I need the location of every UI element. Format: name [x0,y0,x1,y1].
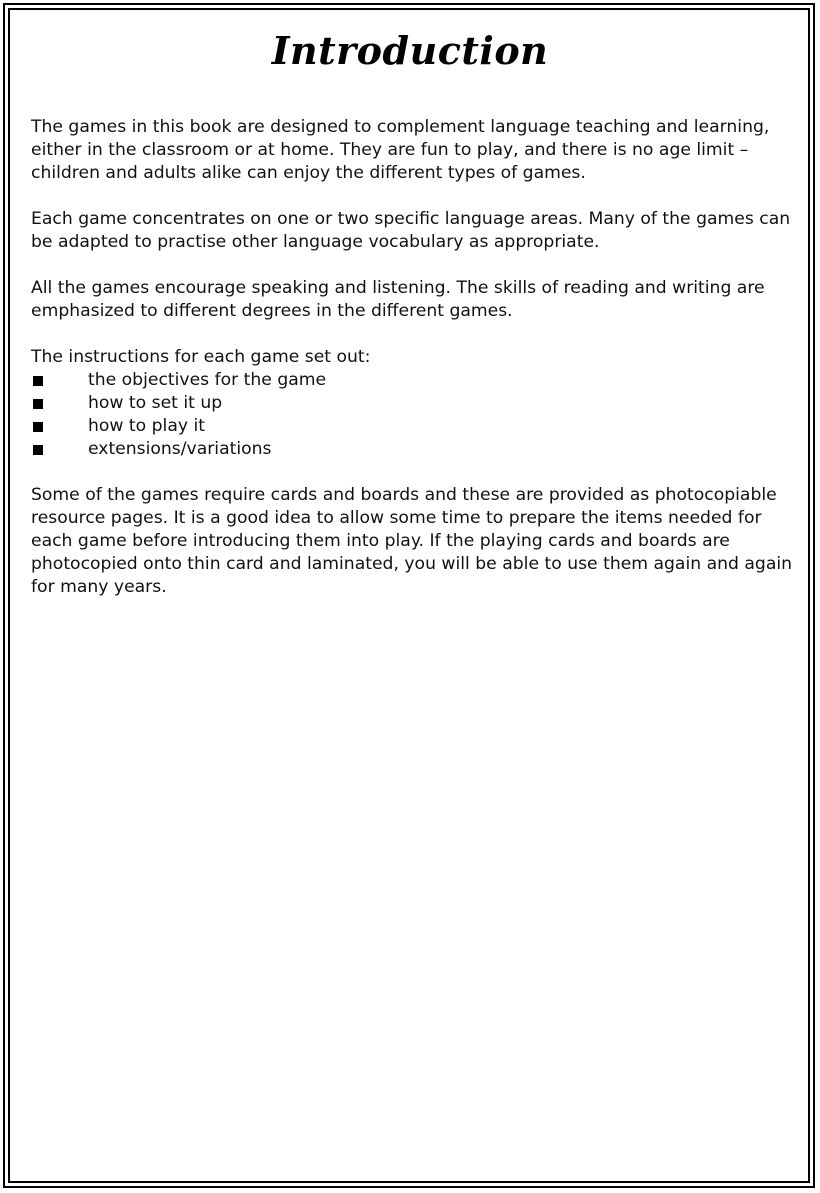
paragraph-language-areas: Each game concentrates on one or two specific language areas. Many of the games can be adapted to practise other language vocabulary as appropriate. [31,209,791,252]
introduction-body [31,116,796,622]
square-bullet-icon [33,422,43,432]
instructions-list [31,369,796,461]
list-item [31,392,796,415]
list-item-text: the objectives for the game [88,370,327,390]
instructions-intro: The instructions for each game set out: [31,347,371,367]
square-bullet-icon [33,445,43,455]
list-item-text: how to play it [88,416,206,436]
paragraph-skills: All the games encourage speaking and listening. The skills of reading and writing are emphasized to different degrees in the different games. [31,278,765,321]
square-bullet-icon [33,399,43,409]
list-item-text: how to set it up [88,393,223,413]
paragraph-purpose: The games in this book are designed to complement language teaching and learning, either in the classroom or at home. They are fun to play, and there is no age limit – children and adults alike can enjoy the different types of games. [31,117,770,183]
paragraph-resources: Some of the games require cards and boards and these are provided as photocopiable resource pages. It is a good idea to allow some time to prepare the items needed for each game before introducing them into play. If the playing cards and boards are photocopied onto thin card and laminated, you will be able to use them again and again for many years. [31,485,793,597]
square-bullet-icon [33,376,43,386]
page-title: Introduction [271,28,549,73]
list-item [31,369,796,392]
list-item-text: extensions/variations [88,439,272,459]
list-item [31,438,796,461]
list-item [31,415,796,438]
